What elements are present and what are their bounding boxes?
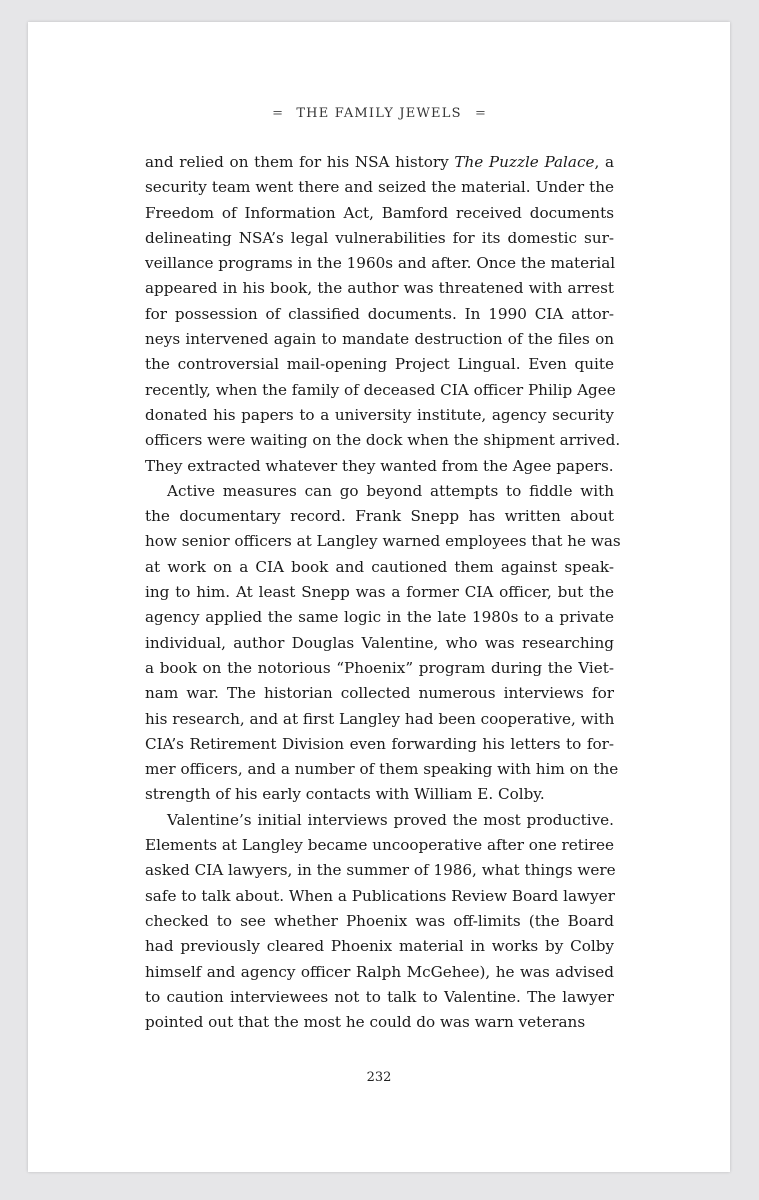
text-line: neys intervened again to mandate destruction of the files on: [145, 330, 614, 349]
text-line: delineating NSA’s legal vulnerabilities for its domestic sur-: [145, 228, 614, 247]
running-head-title: THE FAMILY JEWELS: [296, 106, 462, 121]
text-line: recently, when the family of deceased CIA officer Philip Agee: [145, 380, 616, 399]
text-line: nam war. The historian collected numerous interviews for: [145, 684, 614, 703]
text-line: donated his papers to a university institute, agency security: [145, 405, 614, 424]
text-line: for possession of classified documents. In 1990 CIA attor-: [145, 304, 614, 323]
text-line: safe to talk about. When a Publications Review Board lawyer: [145, 886, 615, 905]
page-number: 232: [366, 1070, 392, 1085]
text-line: appeared in his book, the author was threatened with arrest: [145, 279, 614, 298]
text-line: CIA’s Retirement Division even forwarding his letters to for-: [145, 734, 614, 753]
text-line: to caution interviewees not to talk to Valentine. The lawyer: [145, 987, 614, 1006]
text-line: agency applied the same logic in the late 1980s to a private: [145, 608, 614, 627]
book-page: [28, 22, 730, 1172]
text-line: strength of his early contacts with William E. Colby.: [145, 785, 545, 804]
text-line: officers were waiting on the dock when the shipment arrived.: [145, 431, 621, 450]
running-head-rule-right: =: [475, 106, 486, 121]
running-head-rule-left: =: [272, 106, 283, 121]
text-line: Valentine’s initial interviews proved the most productive.: [167, 810, 614, 829]
text-line: Elements at Langley became uncooperative after one retiree: [145, 836, 614, 855]
text-line: pointed out that the most he could do was warn veterans: [145, 1013, 586, 1032]
text-line: how senior officers at Langley warned employees that he was: [145, 532, 621, 551]
text-line: Active measures can go beyond attempts to fiddle with: [167, 481, 614, 500]
text-line: the controversial mail-opening Project Lingual. Even quite: [145, 355, 614, 374]
body-text: [145, 150, 621, 1035]
text-line: Freedom of Information Act, Bamford received documents: [145, 203, 614, 222]
text-line: a book on the notorious “Phoenix” program during the Viet-: [145, 658, 614, 677]
text-line: himself and agency officer Ralph McGehee), he was advised: [145, 962, 614, 981]
text-line: his research, and at first Langley had been cooperative, with: [145, 709, 615, 728]
text-line: security team went there and seized the material. Under the: [145, 178, 614, 197]
text-line: ing to him. At least Snepp was a former CIA officer, but the: [145, 583, 614, 602]
text-line: asked CIA lawyers, in the summer of 1986, what things were: [145, 861, 616, 880]
text-line: veillance programs in the 1960s and after. Once the material: [145, 254, 616, 273]
paragraph: [145, 479, 621, 808]
book-title-italic: The Puzzle Palace: [454, 153, 595, 171]
text-line: at work on a CIA book and cautioned them against speak-: [145, 557, 614, 576]
text-line: individual, author Douglas Valentine, who was researching: [145, 633, 614, 652]
text-line: They extracted whatever they wanted from the Agee papers.: [145, 456, 614, 475]
text-line: had previously cleared Phoenix material in works by Colby: [145, 937, 614, 956]
text-line: checked to see whether Phoenix was off-limits (the Board: [145, 911, 614, 930]
text-line: and relied on them for his NSA history The Puzzle Palace, a: [145, 153, 614, 171]
paragraph: [145, 150, 621, 479]
paragraph: [145, 808, 614, 1036]
text-line: the documentary record. Frank Snepp has written about: [145, 507, 614, 526]
text-line: mer officers, and a number of them speaking with him on the: [145, 760, 619, 779]
running-head: [28, 106, 730, 121]
